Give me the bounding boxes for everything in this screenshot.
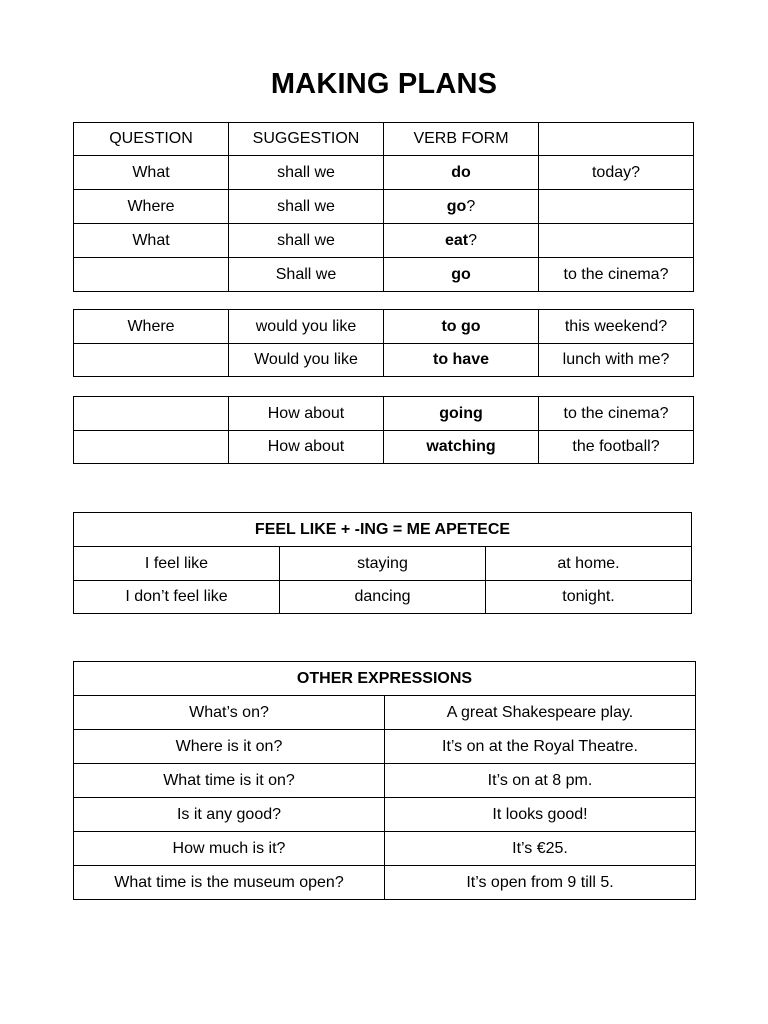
answer-cell: It’s on at 8 pm. xyxy=(385,764,696,798)
question-cell: Where is it on? xyxy=(74,730,385,764)
feel-like-table xyxy=(73,512,692,614)
suggestion-cell: How about xyxy=(229,431,384,464)
answer-cell: It’s open from 9 till 5. xyxy=(385,866,696,900)
table-row xyxy=(74,547,692,581)
question-cell xyxy=(74,258,229,292)
column-header-verb-form: VERB FORM xyxy=(384,123,539,156)
table-row xyxy=(74,258,694,292)
verb-word: eat xyxy=(444,231,469,249)
rest-cell: this weekend? xyxy=(539,310,694,344)
rest-cell xyxy=(539,190,694,224)
rest-cell: to the cinema? xyxy=(539,397,694,431)
question-cell xyxy=(74,431,229,464)
suggestion-cell: shall we xyxy=(229,156,384,190)
question-cell xyxy=(74,344,229,377)
verb-word: to go xyxy=(441,317,481,335)
question-cell: Where xyxy=(74,190,229,224)
table-header-row xyxy=(74,513,692,547)
column-header-question: QUESTION xyxy=(74,123,229,156)
table-row xyxy=(74,224,694,258)
verb-cell xyxy=(384,310,539,344)
table-row xyxy=(74,730,696,764)
verb-suffix: ? xyxy=(468,231,478,249)
question-cell: How much is it? xyxy=(74,832,385,866)
table-row xyxy=(74,764,696,798)
verb-word: to have xyxy=(432,351,489,368)
page-title: MAKING PLANS xyxy=(270,68,498,100)
table-row xyxy=(74,310,694,344)
answer-cell: It’s €25. xyxy=(385,832,696,866)
table-row xyxy=(74,190,694,224)
verb-cell xyxy=(384,344,539,377)
verb-cell: staying xyxy=(280,547,486,581)
rest-cell: at home. xyxy=(486,547,692,581)
question-cell: What’s on? xyxy=(74,696,385,730)
table-row xyxy=(74,431,694,464)
shall-we-table xyxy=(73,122,694,292)
answer-cell: A great Shakespeare play. xyxy=(385,696,696,730)
verb-word: do xyxy=(451,163,471,181)
suggestion-cell: Would you like xyxy=(229,344,384,377)
feel-like-header: FEEL LIKE + -ING = ME APETECE xyxy=(74,513,692,547)
question-cell: What xyxy=(74,224,229,258)
other-expressions-header: OTHER EXPRESSIONS xyxy=(74,662,696,696)
table-row xyxy=(74,866,696,900)
table-header-row xyxy=(74,123,694,156)
suggestion-cell: shall we xyxy=(229,224,384,258)
rest-cell: the football? xyxy=(539,431,694,464)
verb-cell xyxy=(384,431,539,464)
suggestion-cell: Shall we xyxy=(229,258,384,292)
column-header-blank xyxy=(539,123,694,156)
subject-cell: I don’t feel like xyxy=(74,581,280,614)
rest-cell: today? xyxy=(539,156,694,190)
question-cell: What xyxy=(74,156,229,190)
question-cell: What time is the museum open? xyxy=(74,866,385,900)
would-you-like-table xyxy=(73,309,694,377)
rest-cell: lunch with me? xyxy=(539,344,694,377)
suggestion-cell: shall we xyxy=(229,190,384,224)
table-header-row xyxy=(74,662,696,696)
verb-cell xyxy=(384,156,539,190)
verb-cell xyxy=(384,397,539,431)
other-expressions-table xyxy=(73,661,696,900)
subject-cell: I feel like xyxy=(74,547,280,581)
table-row xyxy=(74,344,694,377)
table-row xyxy=(74,832,696,866)
verb-word: go xyxy=(451,265,471,283)
how-about-table xyxy=(73,396,694,464)
verb-word: going xyxy=(439,404,483,422)
table-row xyxy=(74,581,692,614)
answer-cell: It’s on at the Royal Theatre. xyxy=(385,730,696,764)
rest-cell: tonight. xyxy=(486,581,692,614)
column-header-suggestion: SUGGESTION xyxy=(229,123,384,156)
rest-cell: to the cinema? xyxy=(539,258,694,292)
verb-word: watching xyxy=(426,438,496,455)
verb-cell: dancing xyxy=(280,581,486,614)
question-cell: What time is it on? xyxy=(74,764,385,798)
verb-cell xyxy=(384,224,539,258)
table-row xyxy=(74,397,694,431)
verb-cell xyxy=(384,190,539,224)
question-cell: Is it any good? xyxy=(74,798,385,832)
verb-word: go xyxy=(446,197,467,215)
rest-cell xyxy=(539,224,694,258)
suggestion-cell: How about xyxy=(229,397,384,431)
question-cell: Where xyxy=(74,310,229,344)
table-row xyxy=(74,798,696,832)
question-cell xyxy=(74,397,229,431)
table-row xyxy=(74,696,696,730)
verb-cell xyxy=(384,258,539,292)
table-row xyxy=(74,156,694,190)
suggestion-cell: would you like xyxy=(229,310,384,344)
verb-suffix: ? xyxy=(466,197,476,215)
answer-cell: It looks good! xyxy=(385,798,696,832)
